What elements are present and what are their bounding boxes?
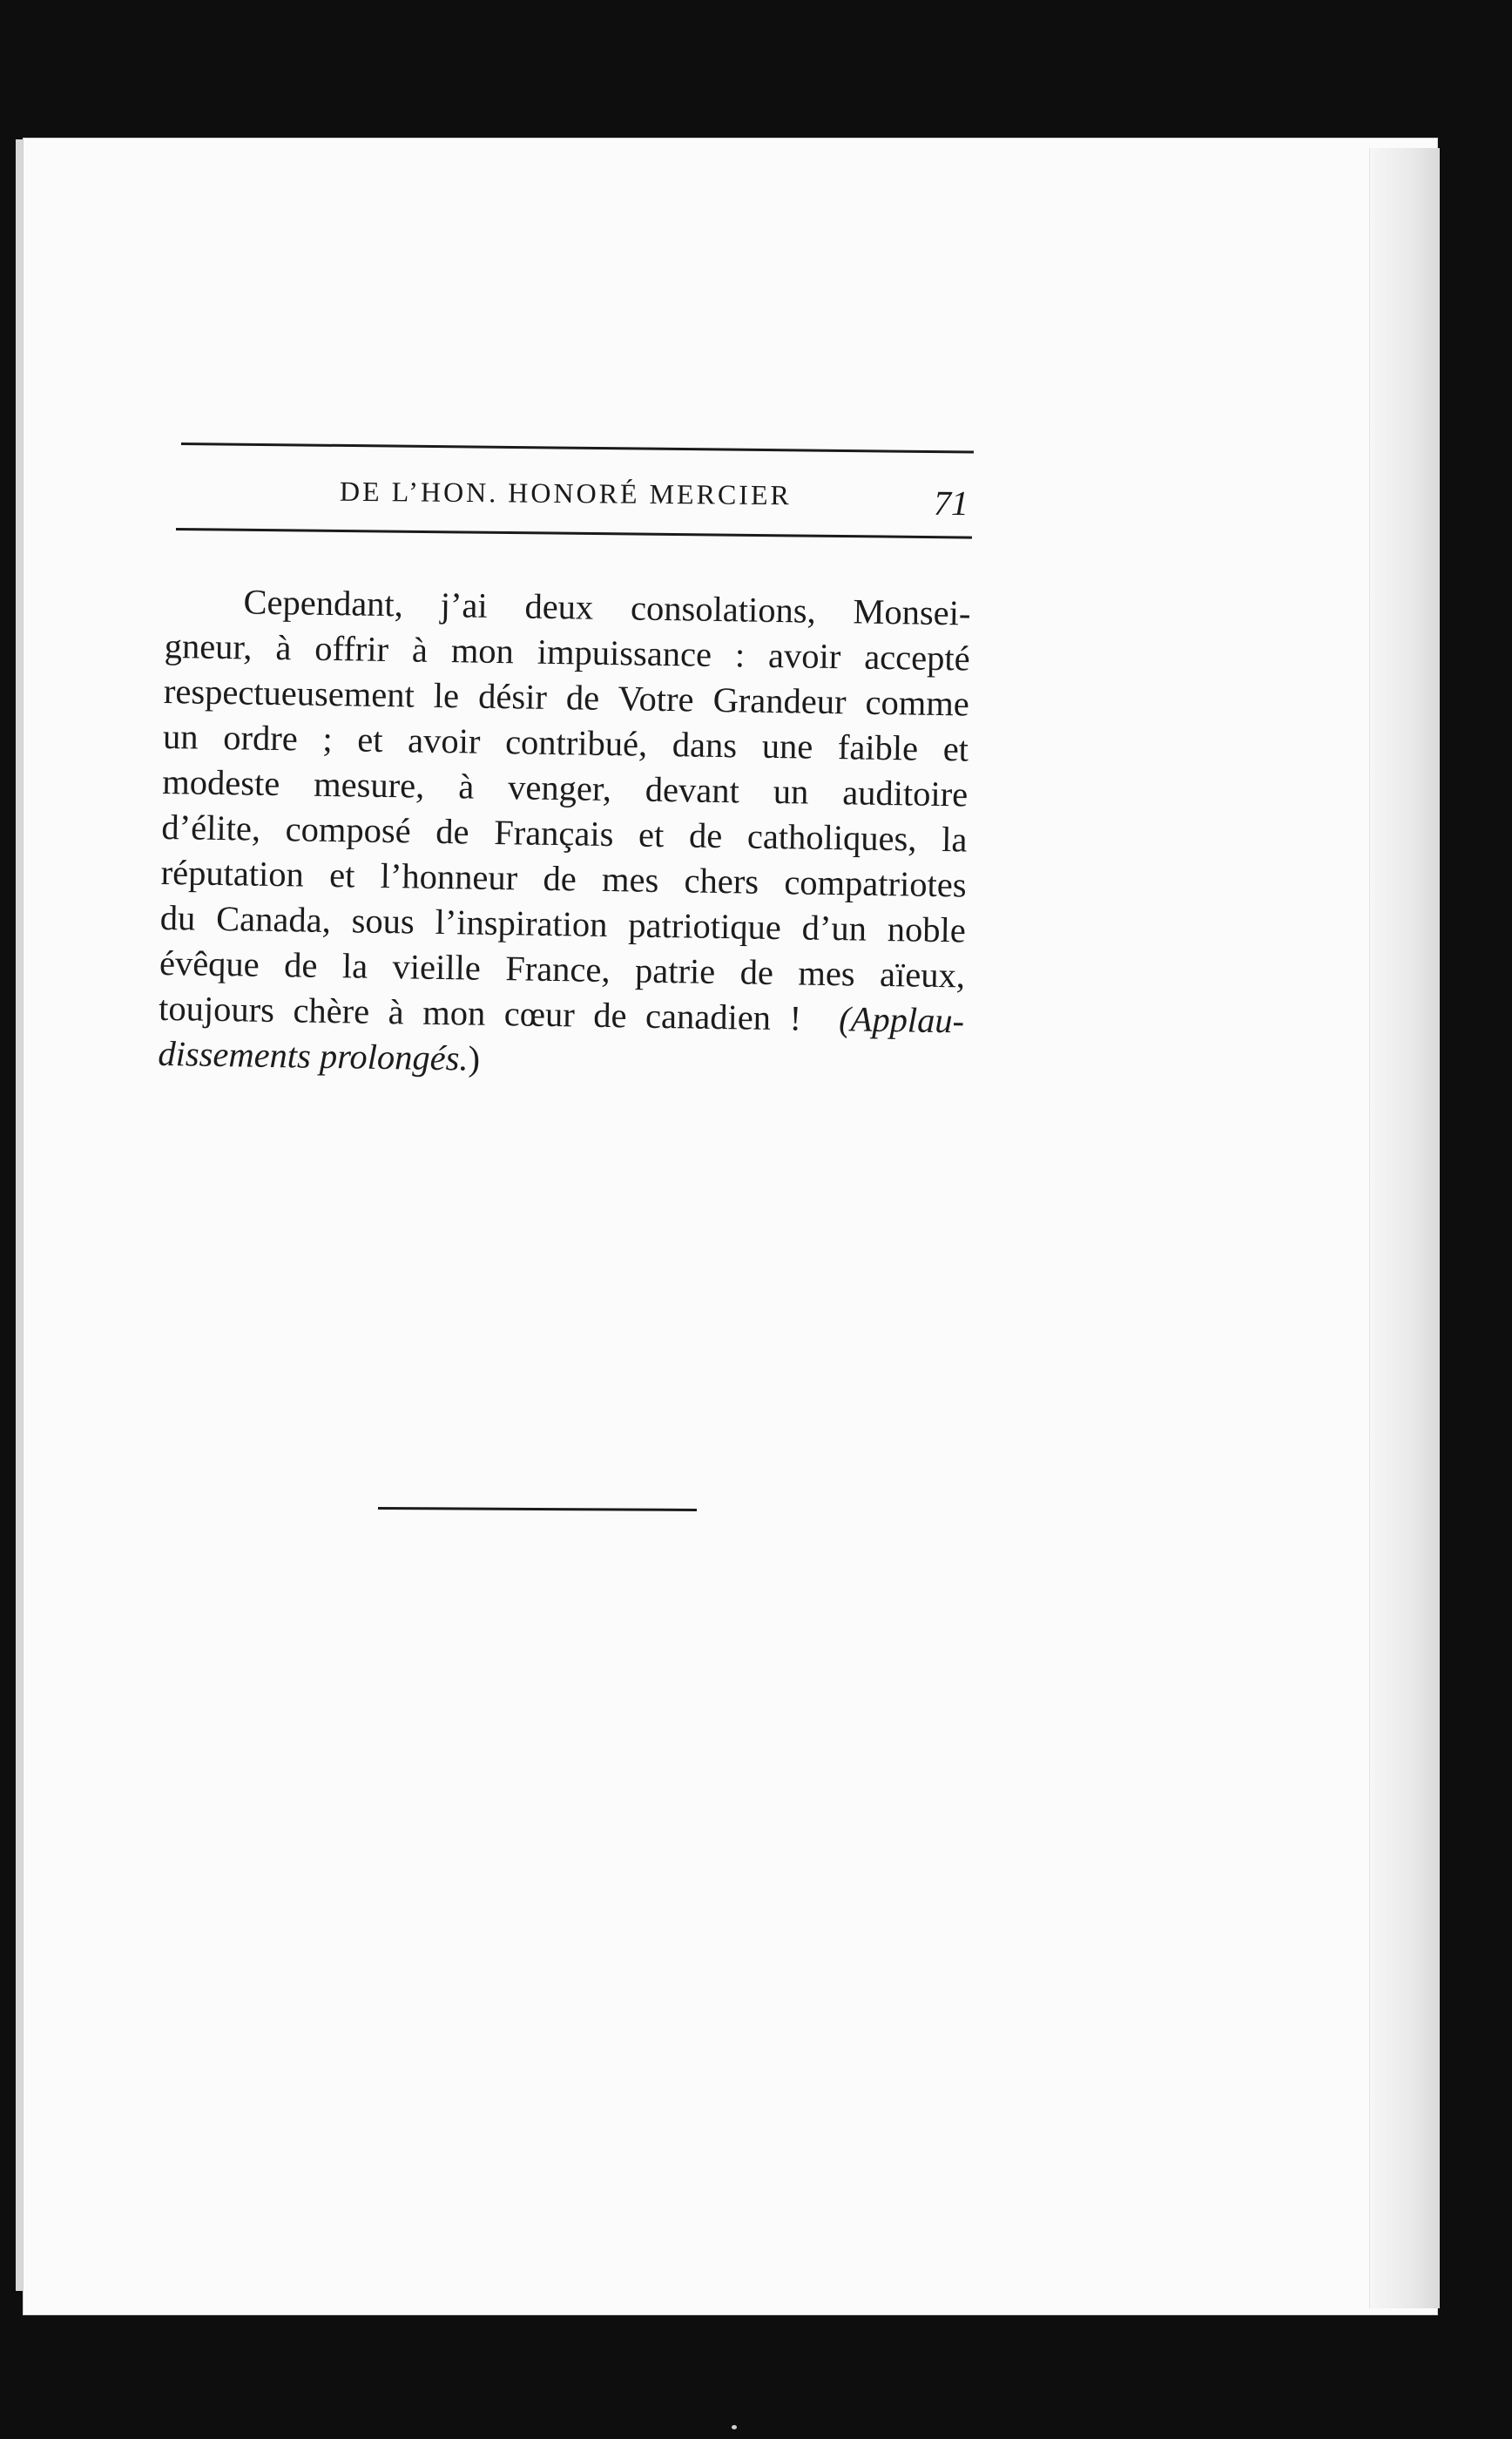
closing-parenthesis: ) [468, 1038, 481, 1078]
stage-direction-end: dissements prolongés. [158, 1033, 469, 1078]
scan-speck [732, 2425, 737, 2429]
body-paragraph [158, 578, 971, 1089]
stage-direction-start: (Applau- [838, 999, 965, 1041]
text-line: modeste mesure, à venger, devant un auditoire [161, 761, 969, 814]
text-line-main: toujours chère à mon cœur de canadien ! [158, 988, 802, 1038]
text-line: Cependant, j’ai deux consolations, Monsei- [243, 582, 971, 633]
page-fore-edge [1369, 148, 1440, 2308]
page-number: 71 [933, 483, 969, 524]
text-line: du Canada, sous l’inspiration patriotique d’un noble [159, 897, 967, 950]
text-line: un ordre ; et avoir contribué, dans une faible et [162, 716, 969, 769]
text-line: respectueusement le désir de Votre Grandeur comme [163, 671, 970, 724]
running-head: DE L’HON. HONORÉ MERCIER [339, 475, 792, 511]
text-line: réputation et l’honneur de mes chers compatriotes [160, 852, 967, 905]
book-page [23, 138, 1438, 2315]
text-line: gneur, à offrir à mon impuissance : avoir accepté [164, 625, 971, 679]
text-line: d’élite, composé de Français et de catholiques, la [161, 807, 968, 860]
text-line: évêque de la vieille France, patrie de mes aïeux, [159, 942, 966, 996]
page-edge-left [16, 139, 23, 2291]
